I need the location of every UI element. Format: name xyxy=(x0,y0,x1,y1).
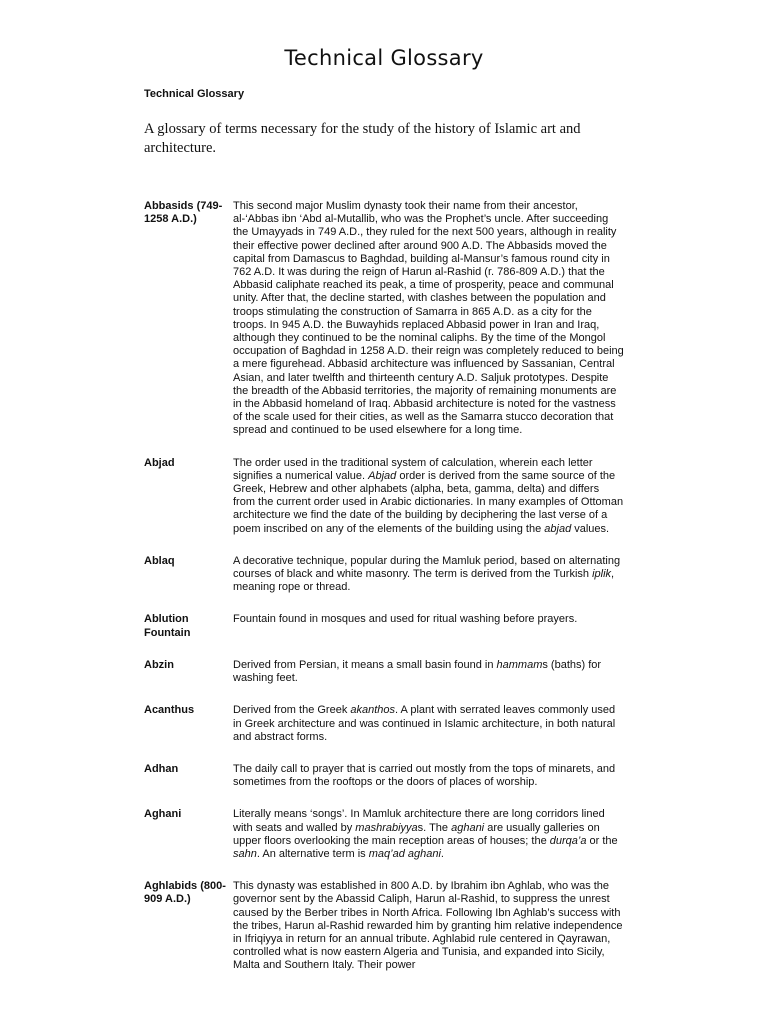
glossary-entry xyxy=(144,457,624,536)
glossary-entry xyxy=(144,555,624,595)
glossary-entry xyxy=(144,659,624,685)
glossary-term: Abbasids (749-1258 A.D.) xyxy=(144,200,223,226)
glossary-term: Ablution Fountain xyxy=(144,613,191,639)
section-heading: Technical Glossary xyxy=(144,88,245,100)
glossary-definition xyxy=(233,808,624,861)
italic-term: mashrabiyya xyxy=(355,821,418,834)
glossary-term: Aghani xyxy=(144,808,182,821)
definition-text: The order used in the traditional system of calculation, wherein each letter signifies a numerical value. xyxy=(233,456,593,482)
italic-term: maq’ad aghani xyxy=(368,847,441,860)
glossary-definition xyxy=(233,763,624,789)
glossary-entry xyxy=(144,704,624,744)
page-title: Technical Glossary xyxy=(284,46,484,70)
glossary-entry xyxy=(144,880,624,972)
glossary-entry xyxy=(144,763,624,789)
glossary-entry xyxy=(144,808,624,861)
definition-text: order is derived from the same source of the Greek, Hebrew and other alphabets (alpha, beta, gamma, delta) and differs from the current order used in Arabic dictionaries. In many examples of Ottoman architecture we find the date of the building by deciphering the last verse of a poem inscribed on any of the elements of the building using the xyxy=(233,469,624,535)
definition-text: . xyxy=(440,847,444,860)
definition-text: A decorative technique, popular during the Mamluk period, based on alternating courses of black and white masonry. The term is derived from the Turkish xyxy=(233,554,621,581)
glossary-term: Abjad xyxy=(144,456,175,469)
definition-text: Fountain found in mosques and used for ritual washing before prayers. xyxy=(233,613,578,626)
definition-text: s (baths) for washing feet. xyxy=(233,658,602,685)
glossary-term: Abzin xyxy=(144,658,174,671)
glossary-definition xyxy=(233,659,624,685)
glossary-entry xyxy=(144,613,624,639)
italic-term: sahn xyxy=(233,847,257,860)
glossary-entry xyxy=(144,200,624,438)
italic-term: durqa’a xyxy=(549,834,587,847)
definition-text: are usually galleries on upper floors overlooking the main reception areas of houses; the xyxy=(233,821,600,847)
italic-term: abjad xyxy=(544,522,572,535)
italic-term: akanthos xyxy=(350,704,396,717)
italic-term: iplik xyxy=(592,568,612,581)
glossary-definition xyxy=(233,613,624,639)
definition-text: . A plant with serrated leaves commonly used in Greek architecture and was continued in Islamic architecture, in both natural and abstract forms. xyxy=(233,704,616,743)
definition-text: values. xyxy=(571,522,610,535)
definition-text: This dynasty was established in 800 A.D. by Ibrahim ibn Aghlab, who was the governor sent by the Abassid Caliph, Harun al-Rashid, to suppress the unrest caused by the Berber tribes in North Africa. Following Ibn Aghlab’s success with the tribes, Harun al-Rashid rewarded him by granting him relative independence in Ifriqiyya in return for an annual tribute. Aghlabid rule centered in Qayrawan, controlled what is now eastern Algeria and Tunisia, and expanded into Sicily, Malta and Southern Italy. Their power xyxy=(233,880,623,972)
definition-text: Derived from the Greek xyxy=(233,704,351,717)
glossary-term: Acanthus xyxy=(144,704,195,717)
glossary-term: Aghlabids (800-909 A.D.) xyxy=(144,880,226,906)
glossary-list xyxy=(144,200,624,992)
definition-text: s. The xyxy=(417,821,452,834)
definition-text: . An alternative term is xyxy=(256,847,369,860)
italic-term: aghani xyxy=(451,821,485,834)
glossary-term: Adhan xyxy=(144,762,179,775)
glossary-definition xyxy=(233,880,624,972)
definition-text: The daily call to prayer that is carried out mostly from the tops of minarets, and sometimes from the rooftops or the doors of places of worship. xyxy=(233,762,616,789)
definition-text: or the xyxy=(586,834,618,847)
definition-text: Literally means ‘songs’. In Mamluk architecture there are long corridors lined with seats and walled by xyxy=(233,808,605,834)
glossary-definition xyxy=(233,200,624,438)
glossary-definition xyxy=(233,555,624,595)
italic-term: Abjad xyxy=(368,469,397,482)
intro-paragraph: A glossary of terms necessary for the study of the history of Islamic art and architecture. xyxy=(144,121,581,156)
italic-term: hammam xyxy=(496,658,543,671)
glossary-term: Ablaq xyxy=(144,554,175,567)
definition-text: Derived from Persian, it means a small basin found in xyxy=(233,658,497,671)
glossary-definition xyxy=(233,704,624,744)
definition-text: This second major Muslim dynasty took their name from their ancestor, al-‘Abbas ibn ‘Abd al-Mutallib, who was the Prophet’s uncle. After succeeding the Umayyads in 749 A.D., they ruled for the next 500 years, although in reality their effective power declined after around 900 A.D. The Abbasids moved the capital from Damascus to Baghdad, building al-Mansur’s famous round city in 762 A.D. It was during the reign of Harun al-Rashid (r. 786-809 A.D.) that the Abbasid caliphate reached its peak, a time of prosperity, peace and communal unity. After that, the decline started, with clashes between the population and troops stimulating the construction of Samarra in 865 A.D. as a city for the troops. In 945 A.D. the Buwayhids replaced Abbasid power in Iran and Iraq, although they continued to be the nominal caliphs. By the time of the Mongol occupation of Baghdad in 1258 A.D. their reign was completely reduced to being a mere figurehead. Abbasid architecture was influenced by Sassanian, Central Asian, and later twelfth and thirteenth century A.D. Saljuk prototypes. Despite the breadth of the Abbasid territories, the majority of remaining monuments are in the Abbasid homeland of Iraq. Abbasid architecture is noted for the vastness of the scale used for their cities, as well as the Samarra stucco decoration that spread and continued to be used elsewhere for a long time. xyxy=(233,200,624,437)
glossary-definition xyxy=(233,457,624,536)
definition-text: , meaning rope or thread. xyxy=(233,568,615,594)
